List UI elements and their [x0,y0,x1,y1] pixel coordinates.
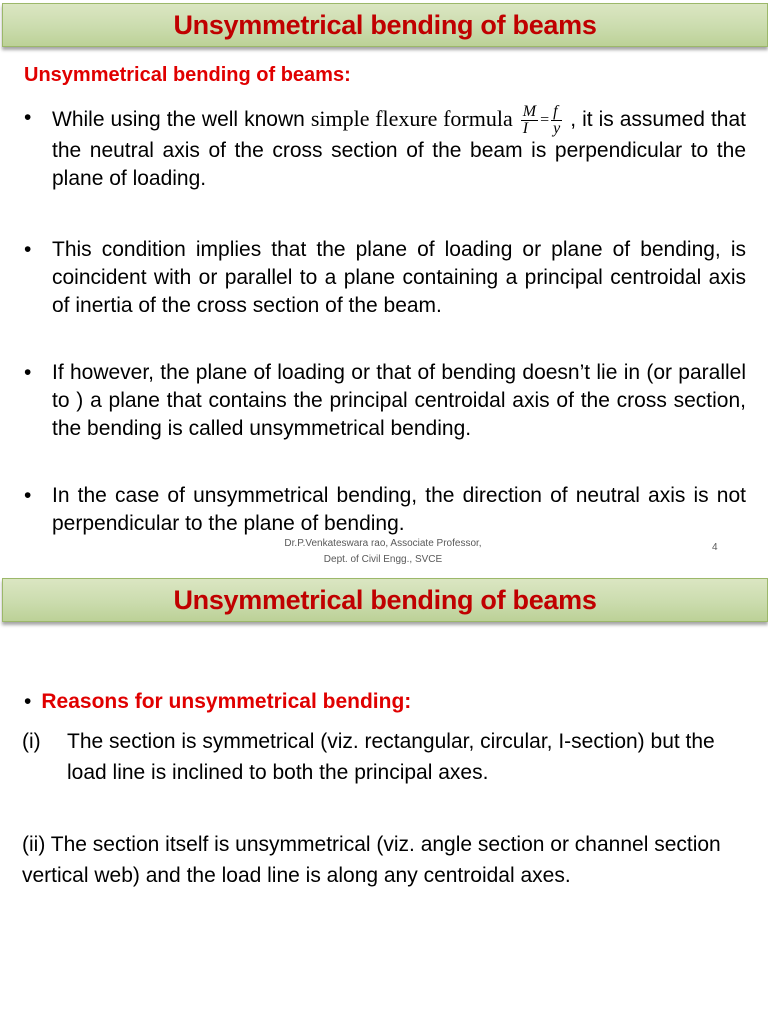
footer-dept: Dept. of Civil Engg., SVCE [323,554,443,565]
bullet-icon: • [24,361,32,384]
reason-number: (i) [22,730,41,753]
bullet-text: This condition implies that the plane of loading or plane of bending, is coincident with or parallel to a plane containing a principal centroidal axis of inertia of the cross section of the beam. [52,238,746,317]
reasons-heading [24,688,411,716]
formula-words: simple flexure formula [310,106,513,132]
bullet-neutral-axis [24,482,746,538]
equals-sign: = [540,111,550,129]
bullet-icon: • [24,484,32,507]
bullet-text-end: , it is assumed that the neutral axis of the cross section of the beam is perpendicular to the plane of loading. [52,108,746,190]
page-number: 4 [712,542,718,553]
subheading: Unsymmetrical bending of beams: [24,64,351,86]
slide-2 [0,574,768,1024]
slide-title: Unsymmetrical bending of beams [173,584,597,615]
bullet-icon: • [24,106,32,129]
bullet-text-start: While using the well known [52,108,305,132]
title-bar [2,3,768,47]
title-bar [2,578,768,622]
bullet-flexure-formula [24,104,746,193]
footer [258,536,508,568]
footer-author: Dr.P.Venkateswara rao, Associate Professor, [284,538,482,549]
bullet-text: In the case of unsymmetrical bending, the direction of neutral axis is not perpendicular to the plane of bending. [52,484,746,535]
bullet-icon: • [24,690,32,713]
fraction-m-over-i: $\frac{M}{I}$ [522,103,537,137]
reason-item-2: (ii) The section itself is unsymmetrical (viz. angle section or channel section vertical web) and the load line is along any centroidal axes. [22,833,721,887]
slide-title: Unsymmetrical bending of beams [173,9,597,40]
fraction-f-over-y: $\frac{f}{y}$ [553,103,561,137]
reason-item-1 [22,726,748,788]
bullet-text: If however, the plane of loading or that of bending doesn’t lie in (or parallel to ) a plane that contains the principal centroidal axis of the cross section, the bending is called unsymmetrical bending. [52,361,746,440]
bullet-plane-of-loading [24,236,746,320]
reason-text: The section is symmetrical (viz. rectangular, circular, I-section) but the load line is inclined to both the principal axes. [67,730,715,784]
bullet-unsymmetrical-definition [24,359,746,443]
reasons-heading-label: Reasons for unsymmetrical bending: [41,690,412,713]
bullet-icon: • [24,238,32,261]
